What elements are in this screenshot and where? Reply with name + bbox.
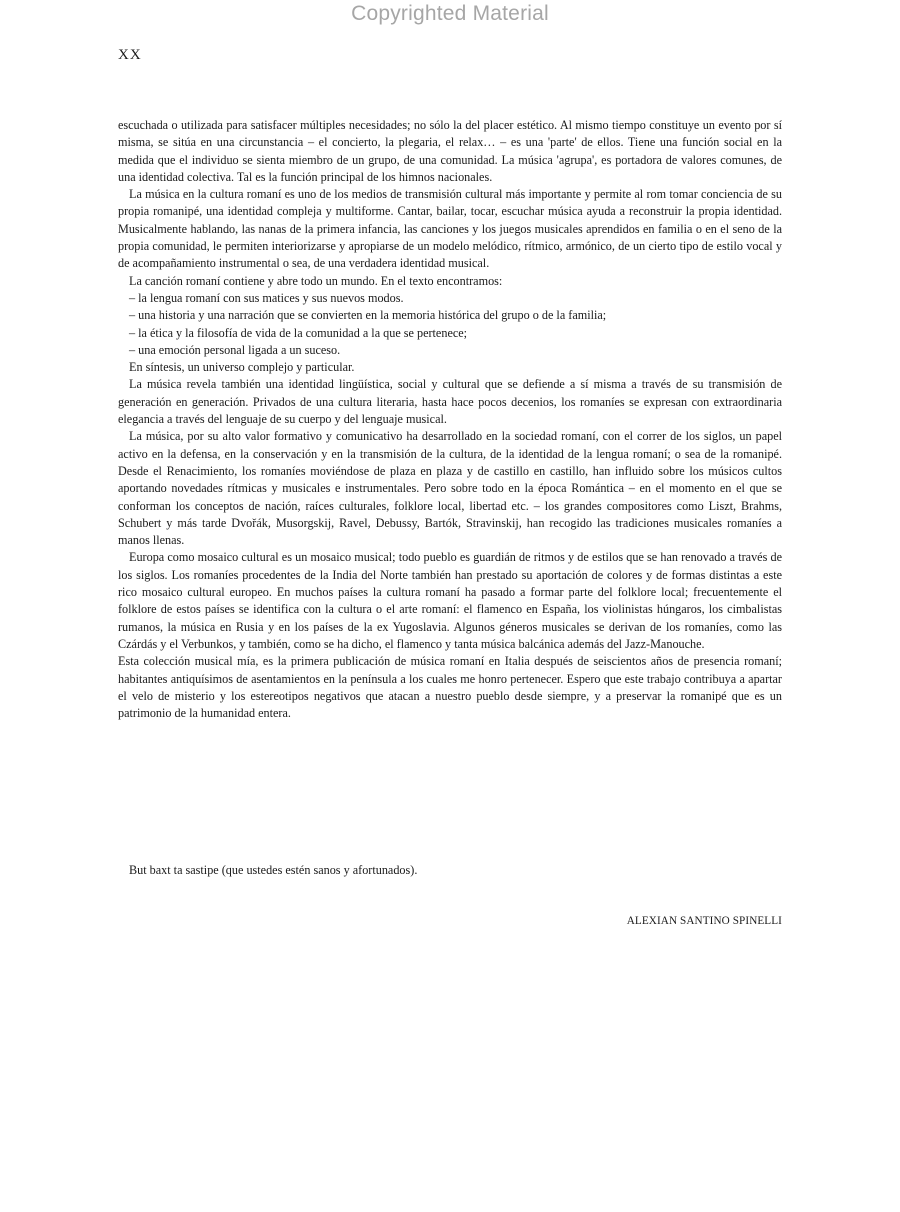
paragraph: Europa como mosaico cultural es un mosaico musical; todo pueblo es guardián de ritmos y de estilos que se han renovado a través de los siglos. Los romaníes procedentes de la India del Norte también han prestado su aportación de colores y de formas distintas a este rico mosaico cultural europeo. En muchos países la cultura romaní ha pasado a formar parte del folklore local; frecuentemente el folklore de estos países se identifica con la cultura o el arte romaní: el flamenco en España, los violinistas húngaros, los cimbalistas rumanos, la música en Rusia y en los países de la ex Yugoslavia. Algunos géneros musicales se derivan de los romaníes, como las Czárdás y el Verbunkos, y también, como se ha dicho, el flamenco y tanta música balcánica además del Jazz-Manouche. <box>118 550 782 651</box>
closing-line: But baxt ta sastipe (que ustedes estén sanos y afortunados). <box>129 863 418 877</box>
list-item: – la ética y la filosofía de vida de la comunidad a la que se pertenece; <box>129 325 468 340</box>
list-item: – una historia y una narración que se convierten en la memoria histórica del grupo o de la familia; <box>129 308 607 323</box>
paragraph: En síntesis, un universo complejo y particular. <box>129 360 355 375</box>
author-signature: ALEXIAN SANTINO SPINELLI <box>626 915 782 927</box>
body-text <box>118 117 782 722</box>
copyright-watermark: Copyrighted Material <box>351 2 549 25</box>
paragraph: La música, por su alto valor formativo y comunicativo ha desarrollado en la sociedad romaní, con el correr de los siglos, un papel activo en la defensa, en la conservación y en la transmisión de la cultura, de la identidad de la lengua romaní; o sea de la romanipé. Desde el Renacimiento, los romaníes moviéndose de plaza en plaza y de castillo en castillo, han influido sobre los músicos cultos aportando novedades rítmicas y musicales e instrumentales. Pero sobre todo en la época Romántica – en el momento en el que se conforman los conceptos de nación, raíces culturales, folklore local, libertad etc. – los grandes compositores como Liszt, Brahms, Schubert y más tarde Dvořák, Musorgskij, Ravel, Debussy, Bartók, Stravinskij, han recogido las tradiciones musicales romaníes a manos llenas. <box>118 429 782 548</box>
paragraph: Esta colección musical mía, es la primera publicación de música romaní en Italia después de seiscientos años de presencia romaní; habitantes antiquísimos de asentamientos en la península a los cuales me honro pertenecer. Espero que este trabajo contribuya a apartar el velo de misterio y los estereotipos negativos que atacan a nuestro pueblo desde siempre, y a preservar la romanipé que es un patrimonio de la humanidad entera. <box>118 654 782 721</box>
paragraph: La música revela también una identidad lingüística, social y cultural que se defiende a sí misma a través de su transmisión de generación en generación. Privados de una cultura literaria, hasta hace pocos decenios, los romaníes se expresan con extraordinaria elegancia a través del lenguaje de su cuerpo y del lenguaje musical. <box>118 377 782 427</box>
list-item: – la lengua romaní con sus matices y sus nuevos modos. <box>129 290 404 305</box>
paragraph: La música en la cultura romaní es uno de los medios de transmisión cultural más importante y permite al rom tomar conciencia de su propia romanipé, una identidad compleja y multiforme. Cantar, bailar, tocar, escuchar música ayuda a reconstruir la propia identidad. Musicalmente hablando, las nanas de la primera infancia, las canciones y los juegos musicales aprendidos en familia o en el seno de la propia comunidad, le permiten interiorizarse y apropiarse de un modelo melódico, rítmico, armónico, de un cierto tipo de estilo vocal y de acompañamiento instrumental o sea, de una verdadera identidad musical. <box>118 187 782 271</box>
page-number: XX <box>118 47 142 63</box>
paragraph: La canción romaní contiene y abre todo un mundo. En el texto encontramos: <box>129 273 503 288</box>
list-item: – una emoción personal ligada a un suceso. <box>129 342 341 357</box>
paragraph: escuchada o utilizada para satisfacer múltiples necesidades; no sólo la del placer estético. Al mismo tiempo constituye un evento por sí misma, se sitúa en una circunstancia – el concierto, la plegaria, el relax… – es una 'parte' de ellos. Tiene una función social en la medida que el individuo se sienta miembro de un grupo, de una comunidad. La música 'agrupa', es portadora de valores comunes, de una identidad colectiva. Tal es la función principal de los himnos nacionales. <box>118 118 782 184</box>
